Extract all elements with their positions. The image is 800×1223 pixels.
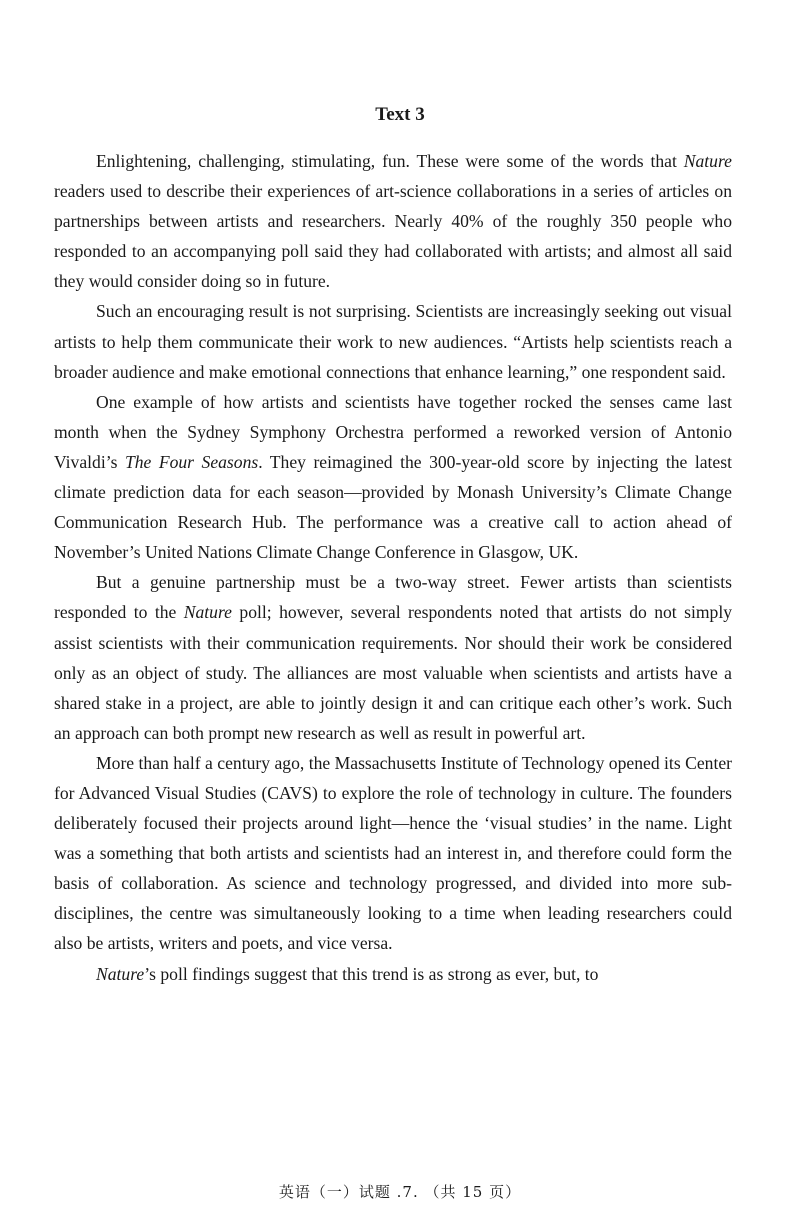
paragraph bbox=[54, 387, 732, 568]
paragraph-text: One example of how artists and scientists have together rocked the senses came last month when the Sydney Symphony Orchestra performed a reworked version of Antonio Vivaldi’s bbox=[54, 391, 732, 472]
italic-title: Nature bbox=[683, 151, 732, 171]
paragraph-text: More than half a century ago, the Massachusetts Institute of Technology opened its Center for Advanced Visual Studies (CAVS) to explore the role of technology in culture. The founders deliberately focused their projects around light—hence the ‘visual studies’ in the name. Light was a something that both artists and scientists had an interest in, and therefore could form the basis of collaboration. As science and technology progressed, and divided into more sub-disciplines, the centre was simultaneously looking to a time when leading researchers could also be artists, writers and poets, and vice versa. bbox=[54, 752, 732, 954]
paragraph-text: Such an encouraging result is not surprising. Scientists are increasingly seeking out visual artists to help them communicate their work to new audiences. “Artists help scientists reach a broader audience and make emotional connections that enhance learning,” one respondent said. bbox=[54, 301, 732, 382]
paragraph-text: readers used to describe their experiences of art-science collaborations in a series of articles on partnerships between artists and researchers. Nearly 40% of the roughly 350 people who responded to an accompanying poll said they had collaborated with artists; and almost all said they would consider doing so in future. bbox=[54, 181, 732, 292]
page-footer: 英语（一）试题 .7. （共 15 页） bbox=[278, 1183, 522, 1201]
italic-title: The Four Seasons bbox=[124, 451, 259, 472]
italic-title: Nature bbox=[96, 963, 145, 984]
passage-body bbox=[54, 146, 732, 989]
paragraph bbox=[54, 748, 732, 959]
paragraph bbox=[54, 959, 732, 989]
paragraph-text: poll; however, several respondents noted that artists do not simply assist scientists with their communication requirements. Nor should their work be considered only as an object of study. The alliances are most valuable when scientists and artists have a shared stake in a project, are able to jointly design it and can critique each other’s work. Such an approach can both prompt new research as well as result in powerful art. bbox=[54, 602, 733, 743]
paragraph-text: Enlightening, challenging, stimulating, fun. These were some of the words that bbox=[96, 151, 684, 171]
paragraph-text: ’s poll findings suggest that this trend is as strong as ever, but, to bbox=[144, 963, 599, 984]
section-title: Text 3 bbox=[375, 104, 425, 125]
paragraph-text: But a genuine partnership must be a two-way street. Fewer artists than scientists responded to the bbox=[54, 572, 732, 623]
paragraph bbox=[54, 567, 732, 748]
italic-title: Nature bbox=[183, 602, 232, 623]
paragraph bbox=[54, 146, 732, 296]
paragraph-text: . They reimagined the 300-year-old score by injecting the latest climate prediction data for each season—provided by Monash University’s Climate Change Communication Research Hub. The performance was a creative call to action ahead of November’s United Nations Climate Change Conference in Glasgow, UK. bbox=[54, 451, 732, 563]
paragraph bbox=[54, 296, 732, 386]
